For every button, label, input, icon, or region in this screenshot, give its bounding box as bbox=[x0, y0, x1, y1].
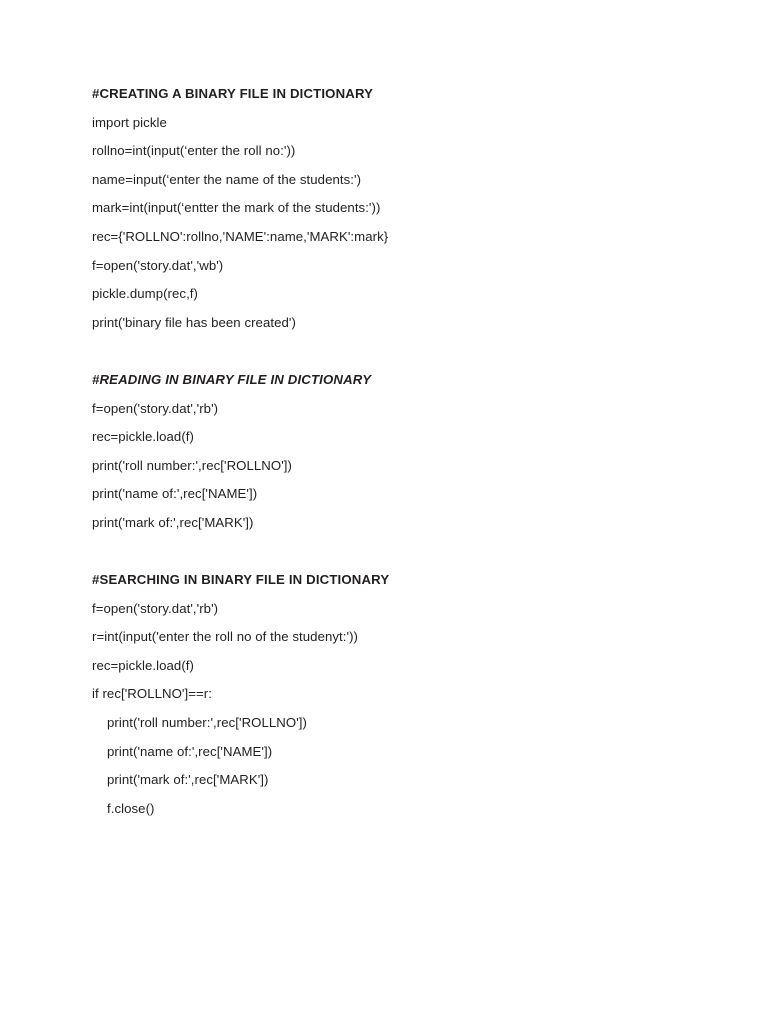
code-line: f=open('story.dat','rb') bbox=[92, 400, 219, 416]
code-line: if rec['ROLLNO']==r: bbox=[92, 686, 212, 702]
code-line-indented: f.close() bbox=[107, 800, 155, 816]
code-line: mark=int(input(‘entter the mark of the students:')) bbox=[92, 200, 381, 216]
section-gap bbox=[92, 337, 652, 366]
code-line: import pickle bbox=[92, 114, 167, 130]
code-line: f=open('story.dat','rb') bbox=[92, 600, 219, 616]
code-line: name=input(‘enter the name of the students:') bbox=[92, 171, 362, 187]
code-line: r=int(input('enter the roll no of the studenyt:')) bbox=[92, 629, 358, 645]
code-line: print('binary file has been created') bbox=[92, 314, 296, 330]
code-line: print('mark of:',rec['MARK']) bbox=[92, 514, 254, 530]
code-line: print('name of:',rec['NAME']) bbox=[92, 486, 258, 502]
section-gap bbox=[92, 538, 652, 567]
code-line-indented: print('name of:',rec['NAME']) bbox=[107, 743, 273, 759]
code-line: pickle.dump(rec,f) bbox=[92, 286, 198, 302]
section-heading-searching: #SEARCHING IN BINARY FILE IN DICTIONARY bbox=[92, 572, 390, 588]
section-heading-creating: #CREATING A BINARY FILE IN DICTIONARY bbox=[92, 86, 374, 101]
code-line: rec=pickle.load(f) bbox=[92, 429, 194, 445]
code-line: rollno=int(input(‘enter the roll no:')) bbox=[92, 143, 296, 159]
code-line-indented: print('mark of:',rec['MARK']) bbox=[107, 772, 269, 788]
code-line-indented: print('roll number:',rec['ROLLNO']) bbox=[107, 715, 307, 731]
code-line: rec={'ROLLNO':rollno,'NAME':name,'MARK':mark} bbox=[92, 228, 389, 244]
section-heading-reading: #READING IN BINARY FILE IN DICTIONARY bbox=[92, 371, 372, 387]
code-line: rec=pickle.load(f) bbox=[92, 657, 194, 673]
code-line: print('roll number:',rec['ROLLNO']) bbox=[92, 457, 292, 473]
code-line: f=open('story.dat','wb') bbox=[92, 257, 224, 273]
document-body bbox=[92, 80, 652, 823]
